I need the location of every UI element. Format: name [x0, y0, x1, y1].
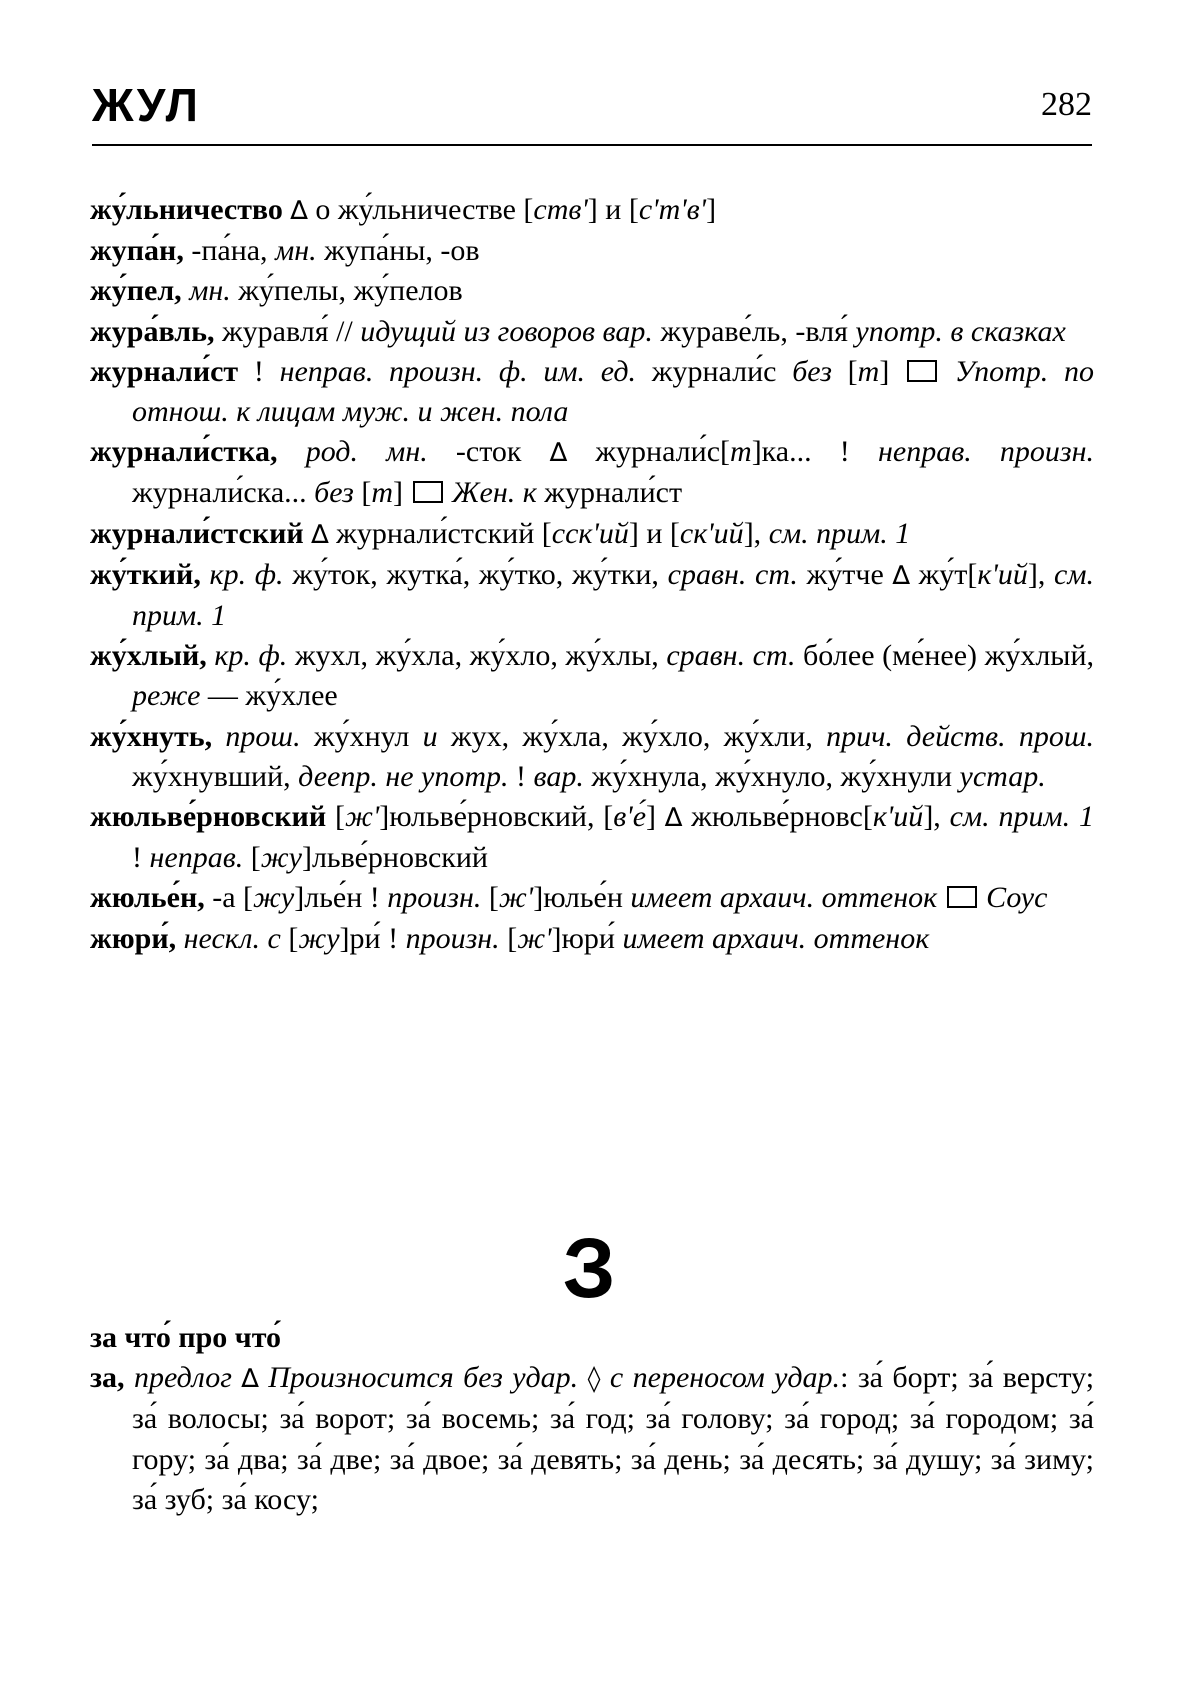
entry-text: ], — [1027, 557, 1055, 591]
entry-text: ] — [706, 193, 717, 226]
marker-symbol: ∆ — [549, 438, 568, 469]
entry-text: ! — [132, 841, 150, 875]
entry-text: жу́хнувший, — [132, 759, 299, 793]
entries-block — [90, 190, 1094, 959]
entry-text: журнали́стский [ — [328, 516, 552, 550]
reference-box-icon — [947, 886, 977, 908]
dictionary-entry — [90, 514, 1094, 555]
running-head: ЖУЛ — [92, 79, 200, 131]
entry-text: ]юльве́рновский, [ — [379, 800, 614, 834]
entry-text: предлог — [134, 1361, 232, 1395]
entry-text: кр. ф. — [209, 557, 284, 591]
entry-text: вар. — [533, 759, 584, 793]
entry-text: ]ри́ ! — [339, 921, 406, 955]
entry-text — [176, 922, 184, 955]
entry-text: прич. действ. прош. — [826, 719, 1094, 753]
entry-text: сравн. ст. — [667, 557, 798, 591]
entry-text: Жен. к — [452, 476, 537, 510]
headword: жу́хлый, — [90, 639, 207, 673]
entry-text — [578, 1361, 587, 1394]
entry-text: т — [857, 354, 880, 388]
headword: жу́ткий, — [90, 557, 201, 591]
entry-text: жу́хнул — [300, 719, 423, 753]
entry-text — [939, 355, 955, 388]
entry-text: сск'ий — [551, 516, 629, 550]
headword: жу́хнуть, — [90, 719, 213, 753]
entry-text: неправ. произн. ф. им. ед. — [279, 354, 637, 388]
entry-text: : за́ борт; за́ версту; за́ волосы; за́ ворот; за́ восемь; за́ год; за́ голову; за́ город; за́ городом; за́ гору; за́ два; за́ две; за́ двое; за́ девять; за́ день; за́ десять; за́ душу; за́ зиму; за́ зуб; за́ косу; — [132, 1361, 1095, 1516]
entry-text: употр. в сказках — [855, 314, 1066, 348]
entry-text: ] — [393, 476, 411, 510]
entry-text: жу́тче — [797, 557, 893, 591]
entry-text: имеет архаич. оттенок — [622, 921, 930, 955]
entry-text: и — [422, 719, 438, 753]
headword: журнали́стка, — [90, 435, 278, 469]
dictionary-entry — [90, 717, 1094, 797]
marker-symbol: ∆ — [311, 519, 329, 550]
entry-text: с переносом удар. — [609, 1361, 841, 1395]
entry-text: жу́хнула, жу́хнуло, жу́хнули — [583, 759, 960, 793]
entry-text: жюльве́рновс[ — [682, 800, 873, 834]
entry-text: к'ий — [977, 557, 1028, 591]
dictionary-entry — [90, 271, 1094, 311]
marker-symbol: ∆ — [241, 1364, 259, 1395]
dictionary-entry — [90, 231, 1094, 271]
dictionary-entry — [90, 432, 1094, 513]
entry-text: ] — [879, 354, 906, 388]
entry-text: ]юлье́н — [533, 881, 631, 915]
entry-text: журнали́ст — [536, 476, 683, 510]
entry-text: Соус — [986, 881, 1048, 915]
entry-text: [ — [280, 921, 299, 955]
entry-text: -а [ — [204, 881, 254, 915]
entry-text: жу — [260, 841, 302, 875]
entry-text: жупа́ны, -ов — [316, 234, 480, 268]
entry-text: без — [792, 354, 832, 388]
entry-text: жу́ток, жутка́, жу́тко, жу́тки, — [283, 557, 668, 591]
entry-text: журавля́ // — [214, 314, 361, 348]
marker-symbol: ∆ — [664, 803, 683, 834]
dictionary-entry — [90, 312, 1094, 352]
entry-text: без — [314, 476, 354, 510]
headword: жу́льничество — [90, 193, 283, 226]
entry-text: мн. — [275, 234, 317, 268]
entries-block-z — [90, 1318, 1094, 1520]
entry-text: произн. — [387, 881, 482, 915]
entry-text: ] и [ — [628, 516, 680, 550]
entry-text: Произносится без удар. — [268, 1361, 579, 1395]
marker-symbol: ◊ — [587, 1364, 601, 1395]
entry-text: сравн. ст. — [666, 639, 796, 673]
reference-box-icon — [413, 481, 443, 503]
entry-text: [ — [481, 881, 499, 915]
dictionary-entry — [90, 555, 1094, 636]
entry-text: см. прим. 1 — [768, 516, 911, 550]
entry-text: журнали́с[ — [567, 435, 731, 469]
entry-text: журнали́ска... — [132, 476, 315, 510]
entry-text: неправ. — [149, 841, 244, 875]
entry-text: жу́т[ — [909, 557, 978, 591]
dictionary-entry — [90, 878, 1094, 918]
entry-text: [ — [243, 841, 261, 875]
page-number: 282 — [1041, 86, 1092, 123]
headword: жупа́н, — [90, 234, 184, 268]
entry-text: нескл. с — [183, 921, 281, 955]
headword: жюльве́рновский — [90, 800, 327, 834]
entry-text — [232, 1361, 241, 1394]
entry-text: см. прим. 1 — [132, 557, 1094, 633]
dictionary-entry — [90, 190, 1094, 231]
reference-box-icon — [907, 360, 937, 382]
entry-text — [201, 558, 210, 591]
entry-text: реже — [132, 679, 201, 713]
dictionary-entry — [90, 636, 1094, 716]
entry-text: с'т'в' — [638, 193, 707, 226]
dictionary-entry — [90, 797, 1094, 878]
entry-text: произн. — [405, 921, 500, 955]
marker-symbol: ∆ — [892, 560, 910, 591]
entry-text: [ — [499, 921, 518, 955]
entry-text: ]ка... ! — [751, 435, 878, 469]
headword: журнали́ст — [90, 354, 239, 388]
entry-text — [212, 720, 225, 753]
entry-text — [937, 881, 945, 914]
entry-text: [ — [326, 800, 345, 834]
dictionary-entry — [90, 1318, 1094, 1358]
entry-text: ]льве́рновский — [301, 841, 488, 875]
page-header — [92, 78, 1092, 146]
entry-text: Употр. по отнош. к лицам муж. и жен. пола — [132, 354, 1095, 429]
entry-text: жу — [253, 881, 295, 915]
entry-text — [278, 435, 306, 468]
entry-text: имеет архаич. оттенок — [630, 881, 938, 915]
entry-text: ] и [ — [587, 193, 639, 226]
entry-text: т — [371, 476, 394, 510]
entry-text: кр. ф. — [214, 639, 288, 673]
entry-text: устар. — [959, 759, 1046, 793]
entry-text: неправ. произн. — [878, 435, 1095, 469]
headword: журнали́стский — [90, 516, 304, 550]
entry-text: -па́на, — [183, 234, 276, 268]
entry-text: ] — [646, 800, 665, 834]
entry-text: [ — [831, 354, 858, 388]
entry-text: к'ий — [872, 800, 924, 834]
entry-text: ]юри́ — [551, 921, 623, 955]
entry-text: -сток — [427, 435, 550, 469]
entry-text: деепр. не употр. — [298, 759, 509, 793]
entry-text: жухл, жу́хла, жу́хло, жу́хлы, — [287, 639, 667, 673]
entry-text — [259, 1361, 268, 1394]
entry-text: ск'ий — [679, 516, 744, 550]
headword: жура́вль, — [90, 314, 215, 348]
headword: жюлье́н, — [90, 881, 205, 915]
entry-text: жураве́ль, -вля́ — [652, 314, 856, 348]
entry-text: ]лье́н ! — [294, 881, 388, 915]
entry-text — [600, 1361, 609, 1394]
entry-text: бо́лее (ме́нее) жу́хлый, — [795, 639, 1095, 673]
entry-text: [ — [353, 476, 372, 510]
headword: жу́пел, — [90, 274, 182, 308]
entry-text: род. мн. — [305, 435, 428, 469]
entry-text: ], — [923, 800, 950, 834]
entry-text: прош. — [225, 719, 301, 753]
entry-text — [125, 1361, 134, 1394]
entry-text: журнали́с — [636, 354, 793, 388]
entry-text: о жу́льничестве [ — [307, 193, 534, 226]
entry-text: мн. — [189, 274, 231, 308]
entry-text: ж' — [517, 921, 552, 955]
entry-text — [445, 476, 453, 509]
entry-text: ! — [238, 354, 280, 388]
headword: за что́ про что́ — [90, 1321, 282, 1354]
headword: жюри́, — [90, 921, 177, 955]
marker-symbol: ∆ — [290, 196, 308, 226]
entry-text: жух, жу́хла, жу́хло, жу́хли, — [437, 719, 827, 753]
entry-text: в'е́ — [613, 800, 647, 834]
entry-text: жу — [298, 921, 340, 955]
headword: за, — [90, 1361, 125, 1395]
dictionary-entry — [90, 352, 1094, 432]
section-letter: З — [562, 1221, 616, 1315]
entry-text: жу́пелы, жу́пелов — [230, 274, 463, 308]
dictionary-entry — [90, 919, 1094, 959]
entry-text: ! — [508, 759, 534, 793]
entry-text: т — [730, 435, 752, 469]
entry-text: ств' — [533, 193, 588, 226]
entry-text: — жу́хлее — [200, 679, 338, 713]
entry-text: ж' — [498, 881, 534, 915]
entry-text: ж' — [344, 800, 380, 834]
entry-text: ], — [743, 516, 769, 550]
dictionary-entry — [90, 1358, 1094, 1520]
entry-text: см. прим. 1 — [949, 800, 1094, 834]
entry-text: идущий из говоров вар. — [360, 314, 653, 348]
